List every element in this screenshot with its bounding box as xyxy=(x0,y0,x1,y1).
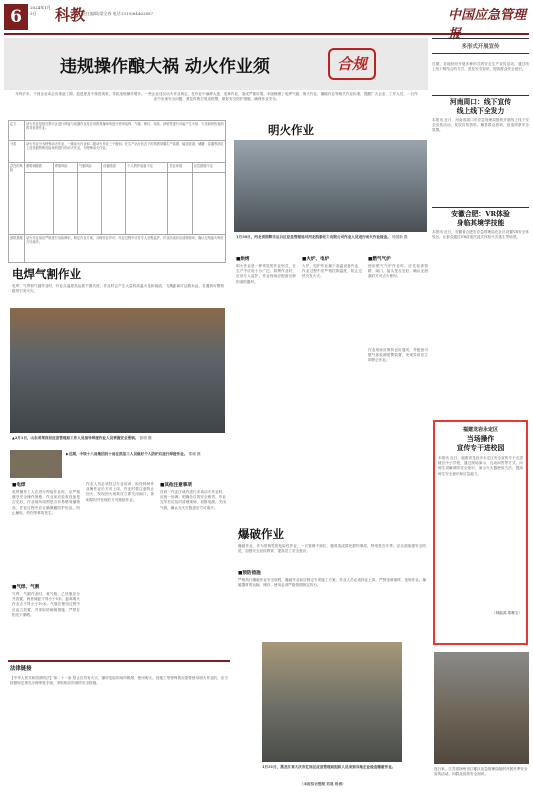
section-title: 科教 xyxy=(55,6,86,24)
table-col-head: 设备隐患 xyxy=(102,163,126,173)
article-title-zhoukou: 河南周口：线下宣传 xyxy=(449,98,512,106)
table-col-head: 个人防护装备不足 xyxy=(126,163,168,173)
lead-paragraph: 年终岁末，个别企业或会出现赶工期、抢进度及不规范现象，导致违规操作增多。一些企业违反动火作业规定，在作业中麻痹大意、违章作业，造成严重后果。本版梳理了电焊气割、明火作业、爆破作业等相关作业标准，提醒广大企业、工作人员，一旦作业中出现安全问题，要及时拨打电话报警，做好安全防护措施，确保作业安全。 xyxy=(15,92,418,102)
table-cell: 动火作业分为特殊动火作业、一级动火作业和二级动火作业三个级别。在生产运行状态下的易燃易爆生产装置、输送管道、储罐、容器等部位上及其他特殊危险场所进行的动火作业，为特殊动火作业。 xyxy=(25,141,226,163)
section-electric-intro: 电焊、气焊和气割作业时，作业点温度高达数千摄氏度，作业时会产生大量的高温火花和熔渣，飞溅距离可达数米远，若遇到可燃物极易引发火灾。 xyxy=(12,284,224,294)
blast-photo xyxy=(262,642,402,762)
paragraph: 本报讯 近日，安徽省合肥市应急管理局在社区设置VR安全体验区，让群众通过VR设备沉浸式体验火灾逃生等场景。 xyxy=(432,230,529,240)
table-row-head: 存在的风险 xyxy=(9,163,25,235)
divider xyxy=(432,38,529,39)
subheading-gas-stove: ■燃气气炉 xyxy=(368,257,391,262)
box-text: 本报讯 近日，福建省龙岩市永定区安全宣传专干走进辖区中小学校，通过现场演示、互动问答等方式，向师生讲解消防安全知识，演示灭火器使用方法，提高师生安全意识和应急能力。 xyxy=(438,456,523,476)
box-author: （林能鸿 郑琳玉） xyxy=(492,611,522,615)
table-col-head: 作业环境 xyxy=(168,163,192,173)
table-cell: 动火作业是指在禁火区进行焊接与切割作业及在易燃易爆场所进行使用电焊、气割、喷灯、电钻、砂轮等进行可能产生火焰、火花和炽热表面的非常规作业。 xyxy=(25,121,226,141)
issue-date: 2024年1月3日 xyxy=(30,5,51,16)
box-title-2: 当场操作 xyxy=(466,435,495,443)
newspaper-logo: 中国应急管理 xyxy=(448,8,527,23)
editor-line: 责任编辑/梁全春 电话:(010)64463887 xyxy=(82,11,154,16)
legal-link-text: 【中华人民共和国消防法】第二十一条 禁止在具有火灾、爆炸危险的场所吸烟、使用明火。因施工等特殊情况需要使用明火作业的，应当按照规定事先办理审批手续，采取相应的消防安全措施。 xyxy=(10,676,228,686)
welding-photo xyxy=(10,308,225,433)
table-col-head: 焊渣风险 xyxy=(53,163,77,173)
section-open-title: 明火作业 xyxy=(268,123,314,137)
box-title-1: 福建龙岩永定区 xyxy=(462,427,498,433)
divider xyxy=(432,207,529,208)
divider xyxy=(432,53,529,54)
paragraph: 本报讯 近日，河南省周口市应急管理局组织开展线上线下安全宣传活动，发放宣传资料，解答群众咨询，营造浓厚安全氛围。 xyxy=(432,118,529,133)
legal-link-title: 法律链接 xyxy=(10,666,32,672)
paragraph: 作业现场应保持良好通风，并配备可燃气体检测报警装置，发现异常应立即停止作业。 xyxy=(368,348,428,363)
welding-photo-caption: ▲2月1日，山东省莱西县应急管理局工作人员指导焊接作业人员掌握安全要领。 张明 摄 xyxy=(12,436,152,440)
right-photo-caption: 连日来，江苏省扬州市江都区应急管理局组织开展冬季安全宣传活动，向群众宣传安全知识。 xyxy=(434,767,528,777)
subheading-prevention: ■预防措施 xyxy=(238,571,261,576)
article-subtitle-zhoukou: 线上线下全发力 xyxy=(456,107,505,115)
table-col-head: 气瓶风险 xyxy=(77,163,101,173)
divider xyxy=(432,95,529,96)
hot-work-table xyxy=(8,120,226,263)
section-electric-title: 电焊气割作业 xyxy=(12,267,81,281)
subheading-gas: ■气焊、气割 xyxy=(12,585,40,590)
table-cell: 动火作业前应严格进行危险辨识，制定作业方案，办理作业许可，作业过程中应有专人全程监护，作业结束后应清理现场，确认无残留火种后方可离开。 xyxy=(25,235,226,263)
right-photo xyxy=(434,652,529,764)
blast-photo-author: （本报综合整理 苏晨 杨勇） xyxy=(300,782,346,786)
paragraph: 近期，各地纷纷开展多种形式的安全生产宣传活动，通过线上线下相结合的方式，普及安全知识，提高群众安全意识。 xyxy=(432,62,529,72)
subheading-stove: ■火炉、电炉 xyxy=(302,257,330,262)
table-col-head: 应急措施不足 xyxy=(192,163,225,173)
table-row-head: 预防措施 xyxy=(9,235,25,263)
right-column-header: 多形式开展宣传 xyxy=(461,44,500,50)
paragraph: 在同一作业区域内进行多项动火作业时，应统一协调，明确各自的安全职责。作业完毕后应及时清理现场，切断电源，关闭气源，确认无火灾隐患后方可离开。 xyxy=(160,490,226,510)
box-title-3: 宣传专干进校园 xyxy=(456,444,505,452)
subheading-other: ■其他注意事项 xyxy=(160,483,192,488)
paragraph: 作业人员必须经过专业培训，取得特种作业操作证后方可上岗。作业时要注意防止回火，发现回火现象应立即关闭阀门，查明原因并处理后方可继续作业。 xyxy=(86,482,154,502)
header-rule xyxy=(4,33,529,35)
paragraph: 火炉、电炉作业属于高温设备作业，作业过程中应严格控制温度，防止过热引发火灾。 xyxy=(302,264,362,279)
table-col-head: 照明和随着 xyxy=(25,163,54,173)
open-flame-caption: 1月30日，河北省邯郸市丛台区应急管理局对河北凯泰化工有限公司作业人员进行动火作业检查。 杨国新 摄 xyxy=(236,235,408,239)
section-blast-intro: 爆破作业，作为常规性的危险性作业，一旦管理不到位，极易造成群死群伤事故，特别是在冬季，应全面加强安全防范，加强安全宣传教育，提高员工安全意识。 xyxy=(238,544,426,554)
paragraph: 电焊操作工人在进行焊接作业时，应严格遵守安全操作规程，作业前应检查设备是否完好，作业场所周围是否有易燃易爆物品，作业过程中应正确佩戴防护用品，防止触电、灼伤等事故发生。 xyxy=(12,490,80,515)
paragraph: 气焊、气割作业时，氧气瓶、乙炔瓶应分开放置，两者间距不得小于5米，距离明火作业点不得小于10米。气瓶在使用过程中应直立放置，并采取防倾倒措施，严禁在阳光下暴晒。 xyxy=(12,592,80,617)
blast-photo-caption: 1月31日，黑龙江省大庆市红岗区应急管理局组织人员来到当地企业检查爆破作业。 xyxy=(262,765,396,769)
welding-photo-small xyxy=(10,450,62,478)
paragraph: 使用燃气气炉作业时，应先检查管路、阀门、接头是否完好，确认无泄漏后方可点火使用。 xyxy=(368,264,428,279)
table-row-head: 定义 xyxy=(9,121,25,141)
page-number: 6 xyxy=(4,4,28,30)
subheading-electric: ■电焊 xyxy=(12,483,26,488)
article-title-hefei: 安徽合肥：VR体验 xyxy=(451,210,510,218)
article-subtitle-hefei: 身临其境学技能 xyxy=(456,219,505,227)
highlight-box xyxy=(433,420,528,645)
paragraph: 严格执行爆破作业安全规程，爆破作业前应制定专项施工方案，作业人员必须持证上岗，严禁违章指挥、违规作业。爆破器材的运输、储存、使用必须严格按照规定执行。 xyxy=(238,578,426,588)
subheading-bake: ■烘烤 xyxy=(236,257,250,262)
welding-photo-small-caption: ▶近期，中铁十八局集团四十局在凯里工人员做好个人防护后进行焊接作业。 郑晓 摄 xyxy=(66,452,201,456)
paragraph: 明火作业是一种常见的作业形式，在生产中应用十分广泛。烘烤作业时，应设专人监护，作业现场应配备足够的消防器材。 xyxy=(236,264,296,284)
table-row-head: 分类 xyxy=(9,141,25,163)
open-flame-photo xyxy=(234,140,427,232)
section-blast-title: 爆破作业 xyxy=(238,527,284,541)
divider xyxy=(8,660,230,662)
headline-stamp: 合规 xyxy=(328,48,376,80)
headline-title: 违规操作酿大祸 动火作业须 xyxy=(60,57,270,77)
